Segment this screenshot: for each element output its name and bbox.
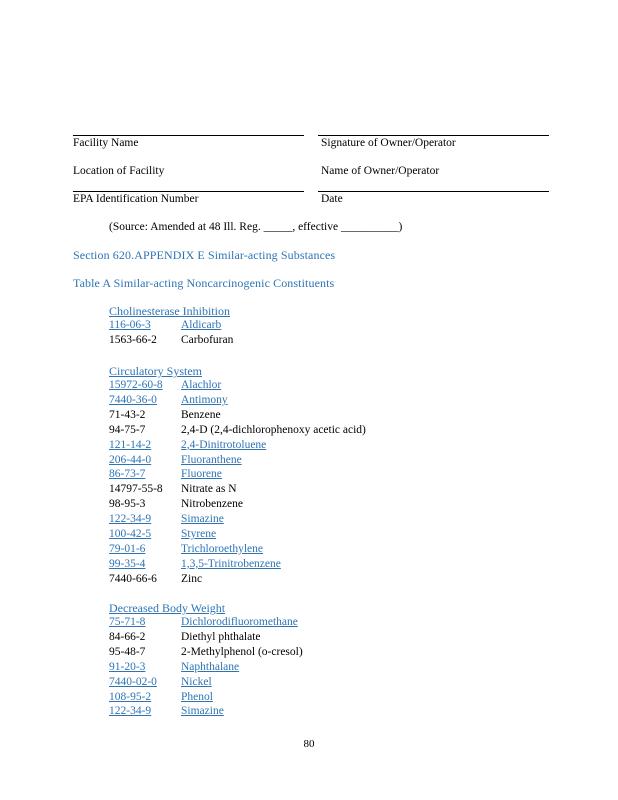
cas-number: 14797-55-8 xyxy=(109,483,163,496)
chemical-name: Antimony xyxy=(181,393,228,406)
chemical-name: Carbofuran xyxy=(181,333,234,346)
cas-number: 79-01-6 xyxy=(109,542,146,555)
cas-number: 15972-60-8 xyxy=(109,379,163,391)
table-heading[interactable]: Table A Similar-acting Noncarcinogenic Constituents xyxy=(73,276,335,290)
constituent-row[interactable] xyxy=(109,543,369,558)
chemical-name: Aldicarb xyxy=(181,319,222,331)
chemical-name: 1,3,5-Trinitrobenzene xyxy=(181,557,281,570)
chemical-name: Simazine xyxy=(181,705,224,718)
group-title[interactable]: Cholinesterase Inhibition xyxy=(109,304,230,318)
chemical-name: Benzene xyxy=(181,408,221,421)
chemical-name: Zinc xyxy=(181,572,203,585)
constituent-row[interactable] xyxy=(109,676,369,691)
facility-name-line xyxy=(73,135,304,136)
source-note: (Source: Amended at 48 Ill. Reg. _____, effective __________) xyxy=(109,221,403,233)
date-line xyxy=(318,191,549,192)
constituent-row xyxy=(109,498,369,513)
constituent-row xyxy=(109,631,369,646)
cas-number: 1563-66-2 xyxy=(109,333,157,346)
constituent-row[interactable] xyxy=(109,319,369,334)
location-label: Location of Facility xyxy=(73,165,165,177)
constituent-row[interactable] xyxy=(109,661,369,676)
constituent-row xyxy=(109,646,369,661)
constituent-row xyxy=(109,334,369,349)
constituent-row[interactable] xyxy=(109,379,369,394)
constituent-row[interactable] xyxy=(109,691,369,706)
date-label: Date xyxy=(321,193,343,205)
signature-label: Signature of Owner/Operator xyxy=(321,137,456,149)
cas-number: 94-75-7 xyxy=(109,423,146,436)
constituent-row[interactable] xyxy=(109,616,369,631)
chemical-name: 2-Methylphenol (o-cresol) xyxy=(181,645,303,658)
chemical-name: Nitrate as N xyxy=(181,483,237,496)
cas-number: 122-34-9 xyxy=(109,513,152,526)
cas-number: 75-71-8 xyxy=(109,616,146,628)
section-heading[interactable]: Section 620.APPENDIX E Similar-acting Substances xyxy=(73,248,336,262)
epa-id-label: EPA Identification Number xyxy=(73,193,199,205)
constituent-row[interactable] xyxy=(109,558,369,573)
constituent-row xyxy=(109,409,369,424)
constituent-row xyxy=(109,424,369,439)
cas-number: 206-44-0 xyxy=(109,453,152,466)
constituent-row[interactable] xyxy=(109,528,369,543)
constituent-row[interactable] xyxy=(109,705,369,720)
page-number: 80 xyxy=(303,738,315,750)
cas-number: 122-34-9 xyxy=(109,705,152,718)
chemical-name: Simazine xyxy=(181,513,224,526)
chemical-name: Dichlorodifluoromethane xyxy=(181,616,298,628)
chemical-name: Fluoranthene xyxy=(181,453,242,466)
cas-number: 100-42-5 xyxy=(109,528,152,540)
cas-number: 86-73-7 xyxy=(109,468,146,481)
chemical-name: Diethyl phthalate xyxy=(181,630,261,643)
constituent-row xyxy=(109,483,369,498)
facility-name-label: Facility Name xyxy=(73,137,139,149)
chemical-name: Nitrobenzene xyxy=(181,498,243,511)
group-title[interactable]: Decreased Body Weight xyxy=(109,601,226,615)
cas-number: 99-35-4 xyxy=(109,557,146,570)
epa-id-line xyxy=(73,191,304,192)
constituent-row[interactable] xyxy=(109,454,369,469)
constituent-row[interactable] xyxy=(109,394,369,409)
cas-number: 7440-02-0 xyxy=(109,675,157,688)
cas-number: 121-14-2 xyxy=(109,438,152,451)
chemical-name: Fluorene xyxy=(181,468,222,481)
chemical-name: 2,4-D (2,4-dichlorophenoxy acetic acid) xyxy=(181,423,366,436)
cas-number: 84-66-2 xyxy=(109,630,146,643)
cas-number: 7440-66-6 xyxy=(109,572,157,585)
cas-number: 7440-36-0 xyxy=(109,393,157,406)
constituent-row[interactable] xyxy=(109,468,369,483)
group-title[interactable]: Circulatory System xyxy=(109,364,202,378)
cas-number: 98-95-3 xyxy=(109,498,146,511)
cas-number: 95-48-7 xyxy=(109,645,146,658)
signature-line xyxy=(318,135,549,136)
cas-number: 91-20-3 xyxy=(109,660,146,673)
cas-number: 116-06-3 xyxy=(109,319,151,331)
chemical-name: Alachlor xyxy=(181,379,222,391)
chemical-name: Styrene xyxy=(181,528,217,540)
chemical-name: Naphthalane xyxy=(181,660,240,673)
owner-name-label: Name of Owner/Operator xyxy=(321,165,440,177)
constituent-row[interactable] xyxy=(109,439,369,454)
chemical-name: 2,4-Dinitrotoluene xyxy=(181,438,267,451)
constituent-row[interactable] xyxy=(109,513,369,528)
chemical-name: Trichloroethylene xyxy=(181,542,263,555)
chemical-name: Nickel xyxy=(181,675,212,688)
cas-number: 71-43-2 xyxy=(109,408,146,421)
cas-number: 108-95-2 xyxy=(109,690,152,703)
constituent-row xyxy=(109,573,369,588)
chemical-name: Phenol xyxy=(181,690,213,703)
